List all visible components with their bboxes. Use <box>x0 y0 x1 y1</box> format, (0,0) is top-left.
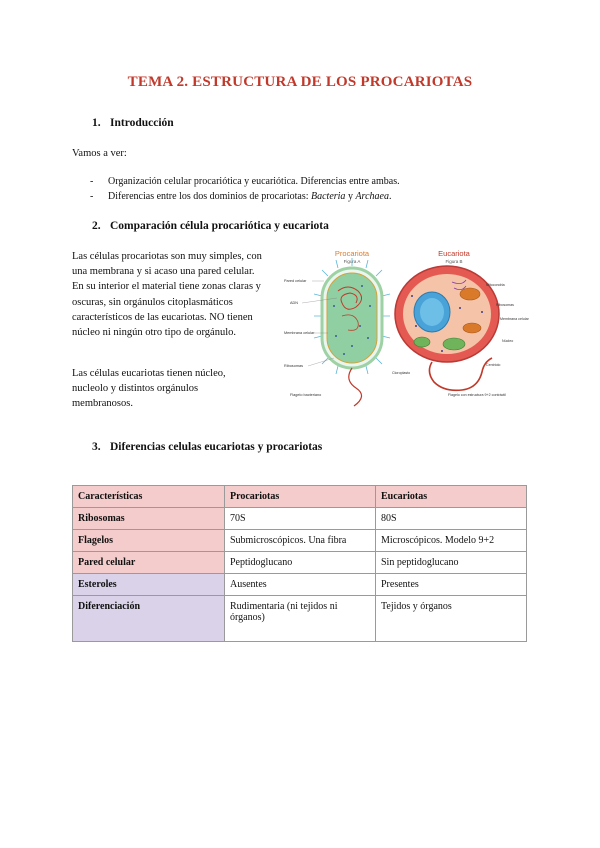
table-cell: 70S <box>225 508 376 530</box>
section-1-number: 1. <box>92 117 101 129</box>
label-euk-flagellum: Flagelo con estructura 9+2 contráctil <box>448 393 507 397</box>
table-cell: Submicroscópicos. Una fibra <box>225 530 376 552</box>
eukaryote-subtitle: Figura B <box>445 259 463 264</box>
label-cell-wall: Pared celular <box>284 279 307 283</box>
label-ribosomes-euk: Ribosomas <box>496 303 514 307</box>
prokaryote-subtitle: Figura A <box>343 259 361 264</box>
prokaryote-title: Procariota <box>334 249 370 258</box>
label-centriole: Centriolo <box>486 363 501 367</box>
label-cell-membrane: Membrana celular <box>284 331 315 335</box>
differences-table <box>72 485 527 642</box>
section-1-title: Introducción <box>110 117 174 129</box>
table-cell: 80S <box>376 508 527 530</box>
paragraph-prokaryote: Las células procariotas son muy simples, con una membrana y si acaso una pared celular. En su interior el material tiene zonas claras y oscuras, sin orgánulos citoplasmáticos característicos de las eucariotas. NO tienen núcleo ni ningún otro tipo de orgánulo. <box>72 251 262 339</box>
label-mitochondria: Mitocondria <box>486 283 505 287</box>
table-cell: Rudimentaria (ni tejidos ni órganos) <box>225 596 376 642</box>
prokaryote-cell <box>314 258 390 406</box>
table-header-cell: Eucariotas <box>376 486 527 508</box>
label-nucleus: Núcleo <box>502 339 514 343</box>
table-cell: Esteroles <box>73 574 225 596</box>
label-membrane-euk: Membrana celular <box>500 317 529 321</box>
table-row <box>73 552 527 574</box>
table-header-cell: Procariotas <box>225 486 376 508</box>
table-row <box>73 508 527 530</box>
table-cell: Presentes <box>376 574 527 596</box>
label-dna: ADN <box>290 301 299 305</box>
table-cell: Pared celular <box>73 552 225 574</box>
section-2-number: 2. <box>92 220 101 232</box>
table-cell: Sin peptidoglucano <box>376 552 527 574</box>
label-chloroplast: Cloroplasto <box>392 371 411 375</box>
section-3-number: 3. <box>92 441 101 453</box>
section-2-title: Comparación célula procariótica y eucariota <box>110 220 329 232</box>
table-cell: Diferenciación <box>73 596 225 642</box>
table-cell: Microscópicos. Modelo 9+2 <box>376 530 527 552</box>
eukaryote-title: Eucariota <box>438 249 470 258</box>
intro-text: Vamos a ver: <box>72 148 127 159</box>
table-header-row <box>73 486 527 508</box>
table-cell: Ribosomas <box>73 508 225 530</box>
table-cell: Ausentes <box>225 574 376 596</box>
table-row <box>73 574 527 596</box>
label-flagellum: Flagelo bacteriano <box>290 393 322 397</box>
section-3-heading <box>92 441 322 453</box>
table-row <box>73 530 527 552</box>
eukaryote-cell <box>395 266 499 390</box>
label-ribosomes: Ribosomas <box>284 364 303 368</box>
page-title: TEMA 2. ESTRUCTURA DE LOS PROCARIOTAS <box>127 74 473 90</box>
table-header-cell: Características <box>73 486 225 508</box>
table-cell: Tejidos y órganos <box>376 596 527 642</box>
table-cell: Flagelos <box>73 530 225 552</box>
table-cell: Peptidoglucano <box>225 552 376 574</box>
list-item: - Diferencias entre los dos dominios de procariotas: Bacteria y Archaea. <box>90 191 392 202</box>
paragraph-eukaryote: Las células eucariotas tienen núcleo, nucleolo y distintos orgánulos membranosos. <box>72 368 226 410</box>
table-row <box>73 596 527 642</box>
section-3-title: Diferencias celulas eucariotas y procariotas <box>110 441 323 453</box>
list-item: - Organización celular procariótica y eucariótica. Diferencias entre ambas. <box>90 176 400 187</box>
cell-comparison-figure <box>282 246 532 416</box>
section-2-heading <box>92 220 329 232</box>
section-1-heading <box>92 117 174 129</box>
